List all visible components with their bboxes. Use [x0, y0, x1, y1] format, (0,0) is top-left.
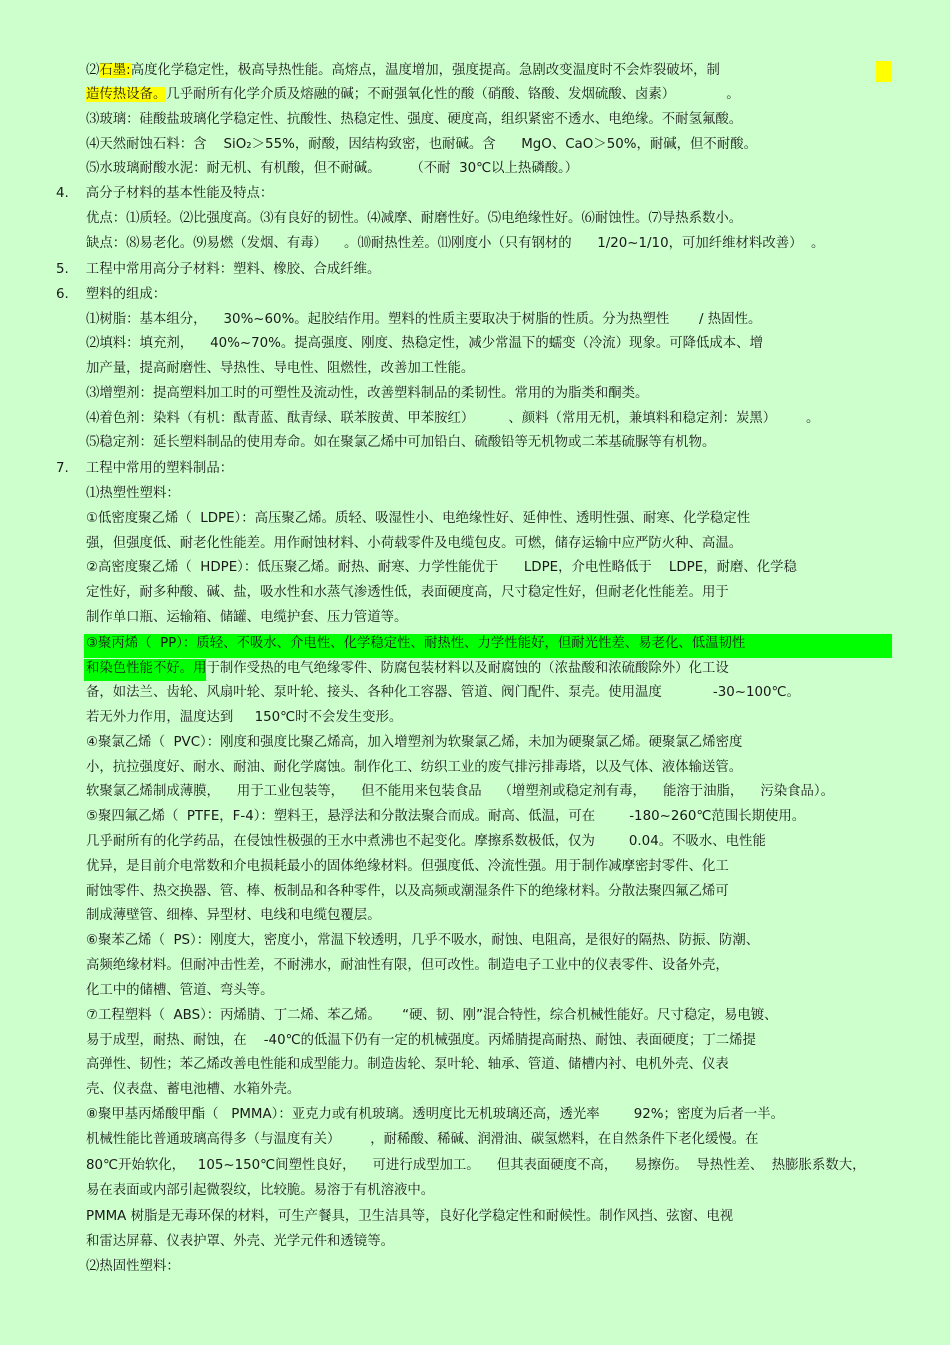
text-segment: 高度化学稳定性，极高导热性能。高熔点，温度增加，强度提高。急剧改变温度时不会炸裂破坏，制	[130, 63, 720, 78]
text-segment: 化工中的储槽、管道、弯头等。	[86, 983, 274, 998]
text-segment: 80℃开始软化， 105~150℃间塑性良好， 可进行成型加工。 但其表面硬度不高， 易擦伤。 导热性差、 热膨胀系数大，	[86, 1158, 866, 1173]
text-segment: 制成薄壁管、细棒、异型材、电线和电缆包覆层。	[86, 908, 381, 923]
text-segment: ⑷天然耐蚀石料：含 SiO₂＞55%，耐酸，因结构致密，也耐碱。含 MgO、CaO＞50%，耐碱，但不耐酸。	[86, 137, 757, 152]
text-line	[86, 882, 729, 902]
text-segment: 小，抗拉强度好、耐水、耐油、耐化学腐蚀。制作化工、纺织工业的废气排污排毒塔，以及气体、液体输送管。	[86, 760, 743, 775]
text-line	[86, 409, 819, 429]
text-line	[86, 634, 745, 654]
text-segment: 优异，是目前介电常数和介电损耗最小的固体绝缘材料。但强度低、冷流性强。用于制作减摩密封零件、化工	[86, 859, 729, 874]
text-segment: 加产量，提高耐磨性、导热性、导电性、阻燃性，改善加工性能。	[86, 361, 475, 376]
text-segment: ⑵热固性塑料：	[86, 1259, 180, 1274]
text-line	[86, 1130, 759, 1150]
text-line	[86, 534, 742, 554]
text-segment: 缺点：⑻易老化。⑼易燃（发烟、有毒） 。⑽耐热性差。⑾刚度小（只有钢材的 1/20~1/10，可加纤维材料改善） 。	[86, 236, 825, 251]
text-line	[86, 807, 805, 827]
text-line	[86, 1080, 300, 1100]
text-segment: 软聚氯乙烯制成薄膜， 用于工业包装等， 但不能用来包装食品 （增塑剂或稳定剂有毒， 能溶于油脂， 污染食品）。	[86, 784, 834, 799]
text-segment: 易在表面或内部引起微裂纹，比较脆。易溶于有机溶液中。	[86, 1183, 435, 1198]
text-segment: 制作单口瓶、运输箱、储罐、电缆护套、压力管道等。	[86, 610, 408, 625]
text-segment: 定性好，耐多种酸、碱、盐，吸水性和水蒸气渗透性低，表面硬度高，尺寸稳定性好，但耐老化性能差。用于	[86, 585, 729, 600]
text-segment: ⑸水玻璃耐酸水泥：耐无机、有机酸，但不耐碱。 （不耐 30℃以上热磷酸。）	[86, 161, 579, 176]
text-segment: 5. 工程中常用高分子材料：塑料、橡胶、合成纤维。	[56, 262, 381, 277]
text-segment: 易于成型，耐热、耐蚀，在 -40℃的低温下仍有一定的机械强度。丙烯腈提高耐热、耐蚀、表面硬度；丁二烯提	[86, 1033, 756, 1048]
text-line	[86, 359, 474, 379]
text-line	[86, 758, 742, 778]
text-line	[86, 61, 720, 81]
text-segment: ⑴树脂：基本组分， 30%~60%。起胶结作用。塑料的性质主要取决于树脂的性质。分为热塑性 / 热固性。	[86, 312, 762, 327]
text-segment: ⑦工程塑料（ ABS）：丙烯腈、丁二烯、苯乙烯。 “硬、韧、刚”混合特性，综合机械性能好。尺寸稳定，易电镀、	[86, 1008, 778, 1023]
text-line	[86, 583, 729, 603]
text-segment: 机械性能比普通玻璃高得多（与温度有关） ，耐稀酸、稀碱、润滑油、碳氢燃料，在自然条件下老化缓慢。在	[86, 1132, 759, 1147]
text-line	[86, 1055, 729, 1075]
text-line	[56, 184, 273, 204]
text-segment: ⑶增塑剂：提高塑料加工时的可塑性及流动性，改善塑料制品的柔韧性。常用的为脂类和酮类。	[86, 386, 649, 401]
text-segment: ④聚氯乙烯（ PVC）：刚度和强度比聚乙烯高，加入增塑剂为软聚氯乙烯，未加为硬聚氯乙烯。硬聚氯乙烯密度	[86, 735, 743, 750]
text-segment: 几乎耐所有的化学药品，在侵蚀性极强的王水中煮沸也不起变化。摩擦系数极低，仅为 0.04。不吸水、电性能	[86, 834, 766, 849]
text-line	[86, 733, 742, 753]
text-line	[86, 484, 180, 504]
text-segment: ⑤聚四氟乙烯（ PTFE，F-4）：塑料王，悬浮法和分散法聚合而成。耐高、低温，可在 -180~260℃范围长期使用。	[86, 809, 806, 824]
text-line	[86, 906, 381, 926]
text-line	[86, 708, 402, 728]
highlighted-text: 石墨:	[99, 63, 131, 78]
text-line	[86, 659, 729, 679]
text-segment: ⑵填料：填充剂， 40%~70%。提高强度、刚度、热稳定性，减少常温下的蠕变（冷流）现象。可降低成本、增	[86, 336, 763, 351]
text-line	[86, 209, 742, 229]
text-line	[86, 832, 766, 852]
text-segment: ②高密度聚乙烯（ HDPE）：低压聚乙烯。耐热、耐寒、力学性能优于 LDPE，介电性略低于 LDPE，耐磨、化学稳	[86, 560, 797, 575]
highlighted-text: 和染色性能不好。	[86, 661, 194, 676]
text-line	[56, 260, 380, 280]
text-segment: 6. 塑料的组成：	[56, 287, 167, 302]
text-line	[86, 334, 763, 354]
text-segment: 和雷达屏幕、仪表护罩、外壳、光学元件和透镜等。	[86, 1234, 394, 1249]
text-line	[86, 509, 750, 529]
text-line	[86, 1257, 180, 1277]
text-line	[86, 1031, 756, 1051]
text-line	[86, 683, 800, 703]
text-line	[86, 1207, 733, 1227]
text-segment: 若无外力作用，温度达到 150℃时不会发生变形。	[86, 710, 403, 725]
text-segment: 7. 工程中常用的塑料制品：	[56, 461, 234, 476]
text-segment: ⑥聚苯乙烯（ PS）：刚度大，密度小，常温下较透明，几乎不吸水，耐蚀、电阻高，是很好的隔热、防振、防潮、	[86, 933, 760, 948]
text-segment: PMMA 树脂是无毒环保的材料，可生产餐具，卫生洁具等，良好化学稳定性和耐候性。制作风挡、弦窗、电视	[86, 1209, 734, 1224]
text-line	[86, 1232, 394, 1252]
text-line	[86, 433, 715, 453]
highlighted-text: 造传热设备。	[86, 87, 167, 102]
text-line	[86, 782, 834, 802]
text-segment: 强，但强度低、耐老化性能差。用作耐蚀材料、小荷载零件及电缆包皮。可燃，储存运输中应严防火种、高温。	[86, 536, 743, 551]
text-line	[86, 310, 761, 330]
text-line	[86, 1181, 434, 1201]
text-segment: ①低密度聚乙烯（ LDPE）：高压聚乙烯。质轻、吸湿性小、电绝缘性好、延伸性、透明性强、耐寒、化学稳定性	[86, 511, 751, 526]
text-segment: 4. 高分子材料的基本性能及特点：	[56, 186, 274, 201]
text-line	[56, 459, 233, 479]
text-segment: 用于制作受热的电气绝缘零件、防腐包装材料以及耐腐蚀的（浓盐酸和浓硫酸除外）化工设	[193, 661, 729, 676]
highlight-marker	[876, 61, 892, 82]
text-line	[86, 956, 729, 976]
text-line	[86, 384, 648, 404]
text-segment: 备，如法兰、齿轮、风扇叶轮、泵叶轮、接头、各种化工容器、管道、阀门配件、泵壳。使用温度 -30~100℃。	[86, 685, 800, 700]
text-line	[86, 1105, 784, 1125]
text-line	[86, 110, 742, 130]
text-line	[86, 135, 757, 155]
text-segment: ⑷着色剂：染料（有机：酞青蓝、酞青绿、联苯胺黄、甲苯胺红） 、颜料（常用无机，兼填料和稳定剂：炭黑） 。	[86, 411, 820, 426]
text-line	[86, 1156, 866, 1176]
text-segment: 壳、仪表盘、蓄电池槽、水箱外壳。	[86, 1082, 301, 1097]
highlighted-text: ③聚丙烯（ PP）：质轻、不吸水、介电性、化学稳定性、耐热性、力学性能好，但耐光性差、易老化、低温韧性	[86, 636, 746, 651]
text-segment: ⑴热塑性塑料：	[86, 486, 180, 501]
text-segment: 高频绝缘材料。但耐冲击性差，不耐沸水，耐油性有限，但可改性。制造电子工业中的仪表零件、设备外壳，	[86, 958, 729, 973]
text-segment: 高弹性、韧性；苯乙烯改善电性能和成型能力。制造齿轮、泵叶轮、轴承、管道、储槽内衬、电机外壳、仪表	[86, 1057, 729, 1072]
text-line	[86, 234, 824, 254]
text-line	[86, 931, 759, 951]
text-segment: ⑸稳定剂：延长塑料制品的使用寿命。如在聚氯乙烯中可加铅白、硫酸铅等无机物或二苯基硫脲等有机物。	[86, 435, 716, 450]
text-line	[86, 85, 740, 105]
text-line	[86, 1006, 778, 1026]
text-segment: 几乎耐所有化学介质及熔融的碱；不耐强氧化性的酸（硝酸、铬酸、发烟硫酸、卤素） 。	[166, 87, 740, 102]
text-segment: 优点：⑴质轻。⑵比强度高。⑶有良好的韧性。⑷减摩、耐磨性好。⑸电绝缘性好。⑹耐蚀性。⑺导热系数小。	[86, 211, 743, 226]
text-line	[86, 608, 407, 628]
text-line	[86, 857, 729, 877]
text-line	[86, 159, 578, 179]
text-line	[56, 285, 166, 305]
text-line	[86, 981, 273, 1001]
text-segment: ⑧聚甲基丙烯酸甲酯（ PMMA）：亚克力或有机玻璃。透明度比无机玻璃还高，透光率 92%；密度为后者一半。	[86, 1107, 785, 1122]
text-segment: 耐蚀零件、热交换器、管、棒、板制品和各种零件，以及高频或潮湿条件下的绝缘材料。分散法聚四氟乙烯可	[86, 884, 729, 899]
text-line	[86, 558, 797, 578]
text-segment: ⑶玻璃：硅酸盐玻璃化学稳定性、抗酸性、热稳定性、强度、硬度高，组织紧密不透水、电绝缘。不耐氢氟酸。	[86, 112, 743, 127]
text-segment: ⑵	[86, 63, 100, 78]
